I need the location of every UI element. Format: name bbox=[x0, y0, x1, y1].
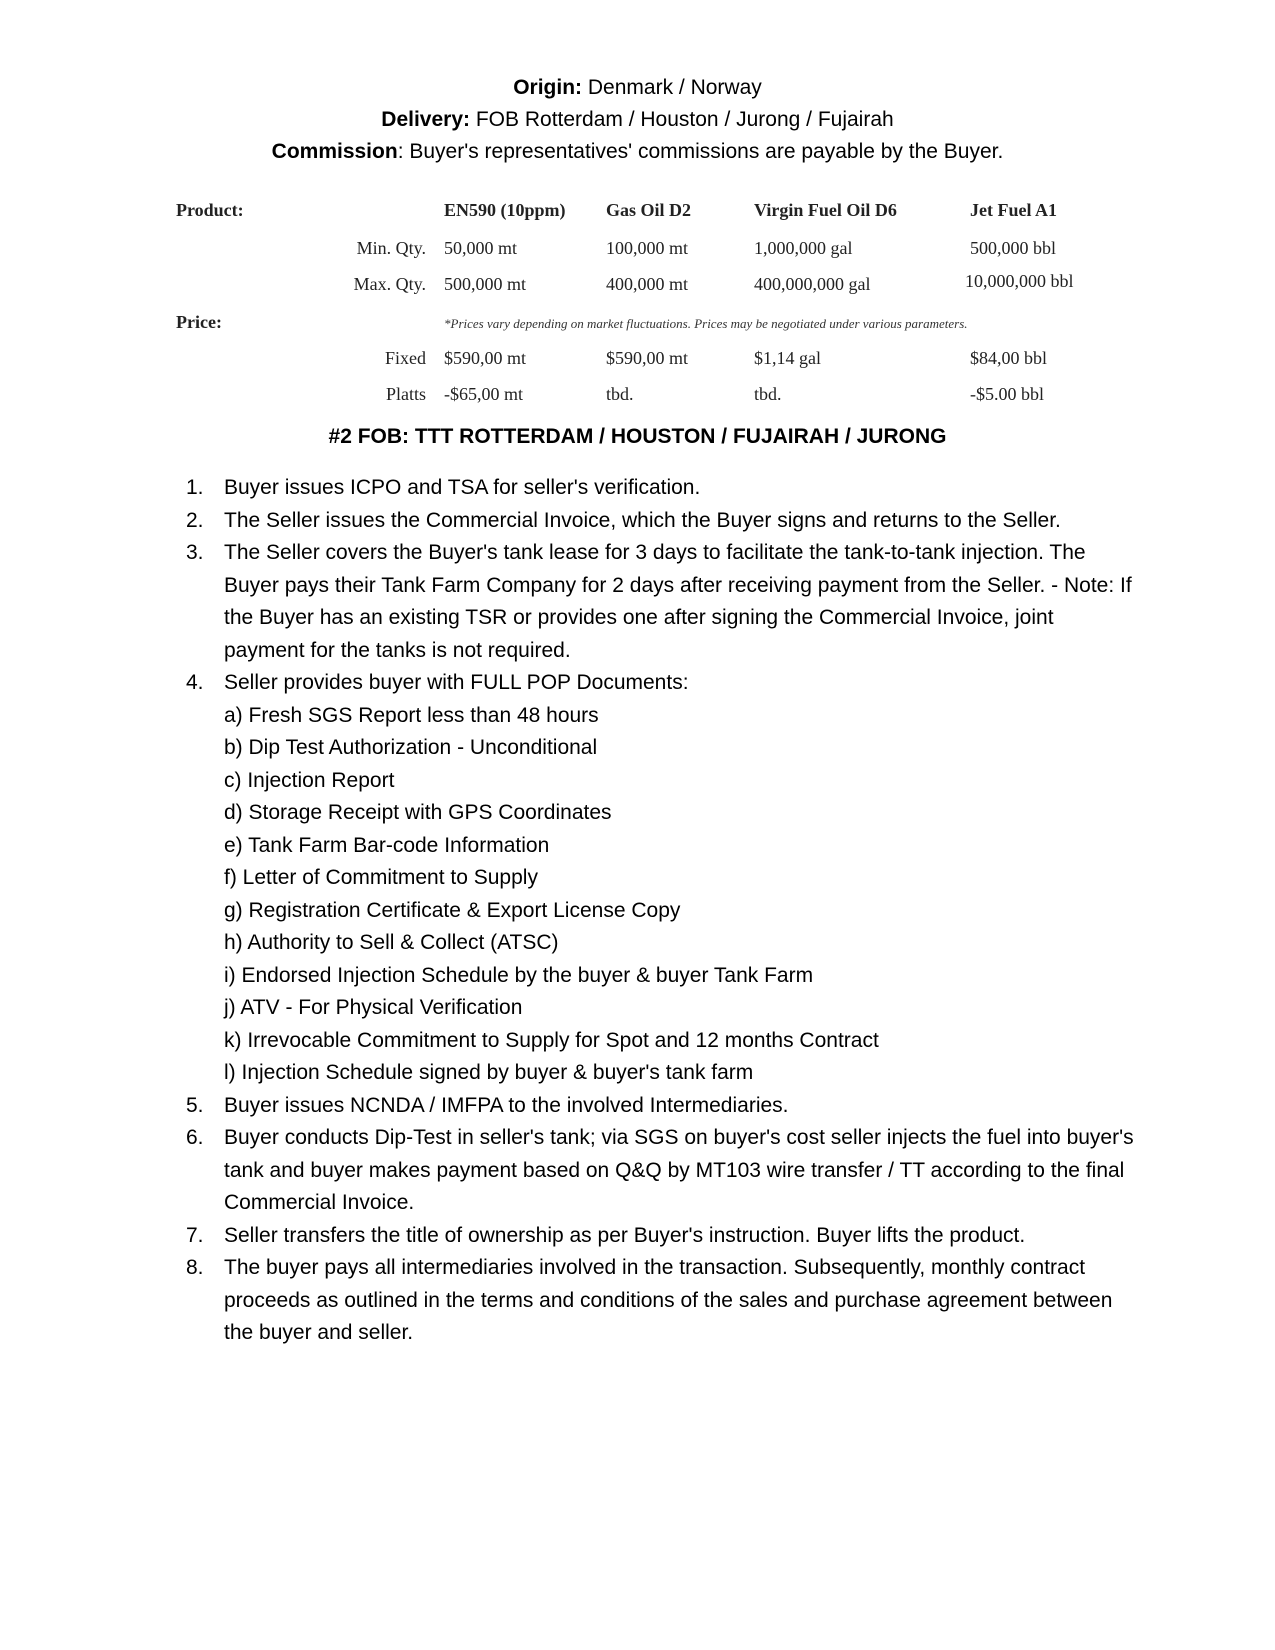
max-qty-en590: 500,000 mt bbox=[444, 274, 527, 294]
step-number: 4. bbox=[186, 671, 204, 694]
min-qty-label: Min. Qty. bbox=[356, 238, 426, 258]
step-item bbox=[178, 1090, 1138, 1123]
platts-en590: -$65,00 mt bbox=[444, 384, 523, 404]
min-qty-jet-fuel-a1: 500,000 bbl bbox=[970, 238, 1057, 258]
pop-document-item: a) Fresh SGS Report less than 48 hours bbox=[224, 703, 599, 727]
commission-line bbox=[0, 136, 1275, 168]
min-qty-gas-oil-d2: 100,000 mt bbox=[606, 238, 689, 258]
step-item bbox=[178, 537, 1138, 667]
platts-label: Platts bbox=[385, 384, 426, 404]
max-qty-label: Max. Qty. bbox=[353, 274, 426, 294]
delivery-line bbox=[0, 104, 1275, 136]
step-text: Seller transfers the title of ownership as per Buyer's instruction. Buyer lifts the product. bbox=[224, 1223, 1026, 1247]
pop-document-item: k) Irrevocable Commitment to Supply for Spot and 12 months Contract bbox=[224, 1028, 879, 1052]
product-header-jet-fuel-a1: Jet Fuel A1 bbox=[970, 200, 1057, 220]
step-number: 5. bbox=[186, 1093, 204, 1117]
origin-value: Denmark / Norway bbox=[582, 76, 762, 99]
step-number: 1. bbox=[186, 476, 204, 499]
price-label: Price: bbox=[176, 312, 222, 332]
pop-document-item: j) ATV - For Physical Verification bbox=[224, 996, 523, 1019]
step-number: 6. bbox=[186, 1126, 204, 1149]
pop-document-item: d) Storage Receipt with GPS Coordinates bbox=[224, 801, 612, 824]
procedure-steps bbox=[178, 472, 1138, 1350]
pop-document-item: i) Endorsed Injection Schedule by the buyer & buyer Tank Farm bbox=[224, 963, 814, 987]
origin-label: Origin: bbox=[513, 76, 583, 99]
step-text: Buyer issues ICPO and TSA for seller's verification. bbox=[224, 476, 701, 499]
max-qty-jet-fuel-a1: 10,000,000 bbl bbox=[965, 271, 1074, 291]
min-qty-virgin-fuel-oil-d6: 1,000,000 gal bbox=[754, 238, 853, 258]
step-item bbox=[178, 667, 1138, 1090]
fixed-gas-oil-d2: $590,00 mt bbox=[606, 348, 689, 368]
origin-line bbox=[0, 72, 1275, 104]
fixed-en590: $590,00 mt bbox=[444, 348, 527, 368]
product-header-virgin-fuel-oil-d6: Virgin Fuel Oil D6 bbox=[754, 200, 897, 220]
step-number: 7. bbox=[186, 1223, 204, 1247]
price-note: *Prices vary depending on market fluctuations. Prices may be negotiated under various parameters. bbox=[444, 316, 968, 331]
fixed-label: Fixed bbox=[384, 348, 426, 368]
step-item bbox=[178, 1220, 1138, 1253]
pop-document-item: f) Letter of Commitment to Supply bbox=[224, 866, 538, 889]
step-number: 3. bbox=[186, 541, 204, 564]
step-item bbox=[178, 1122, 1138, 1220]
step-item bbox=[178, 505, 1138, 538]
section-title: #2 FOB: TTT ROTTERDAM / HOUSTON / FUJAIRAH / JURONG bbox=[328, 425, 947, 448]
step-text: Seller provides buyer with FULL POP Documents: bbox=[224, 671, 689, 694]
step-text: The buyer pays all intermediaries involved in the transaction. Subsequently, monthly contract proceeds as outlined in the terms and conditions of the sales and purchase agreement between the buyer and seller. bbox=[224, 1256, 1113, 1344]
step-number: 8. bbox=[186, 1256, 204, 1279]
platts-jet-fuel-a1: -$5.00 bbl bbox=[970, 384, 1044, 404]
pop-document-item: h) Authority to Sell & Collect (ATSC) bbox=[224, 931, 559, 954]
pop-documents-list bbox=[224, 700, 1138, 1090]
product-label: Product: bbox=[176, 200, 244, 220]
pop-document-item: b) Dip Test Authorization - Unconditional bbox=[224, 736, 598, 759]
fixed-virgin-fuel-oil-d6: $1,14 gal bbox=[754, 348, 821, 368]
max-qty-virgin-fuel-oil-d6: 400,000,000 gal bbox=[754, 274, 871, 294]
pop-document-item: l) Injection Schedule signed by buyer & buyer's tank farm bbox=[224, 1061, 754, 1084]
step-text: Buyer conducts Dip-Test in seller's tank; via SGS on buyer's cost seller injects the fuel into buyer's tank and buyer makes payment based on Q&Q by MT103 wire transfer / TT according to the final Commercial Invoice. bbox=[224, 1126, 1134, 1214]
platts-virgin-fuel-oil-d6: tbd. bbox=[754, 384, 782, 404]
delivery-value: FOB Rotterdam / Houston / Jurong / Fujairah bbox=[470, 108, 894, 131]
product-header-en590: EN590 (10ppm) bbox=[444, 200, 566, 220]
step-text: The Seller issues the Commercial Invoice, which the Buyer signs and returns to the Seller. bbox=[224, 508, 1061, 532]
pop-document-item: e) Tank Farm Bar-code Information bbox=[224, 833, 550, 857]
product-header-gas-oil-d2: Gas Oil D2 bbox=[606, 200, 692, 220]
commission-value: : Buyer's representatives' commissions are payable by the Buyer. bbox=[397, 140, 1004, 163]
pop-document-item: c) Injection Report bbox=[224, 768, 395, 792]
step-number: 2. bbox=[186, 508, 204, 532]
fixed-jet-fuel-a1: $84,00 bbl bbox=[970, 348, 1048, 368]
step-text: Buyer issues NCNDA / IMFPA to the involved Intermediaries. bbox=[224, 1093, 789, 1117]
max-qty-gas-oil-d2: 400,000 mt bbox=[606, 274, 689, 294]
delivery-label: Delivery: bbox=[381, 108, 471, 131]
platts-gas-oil-d2: tbd. bbox=[606, 384, 634, 404]
commission-label: Commission bbox=[271, 140, 398, 163]
min-qty-en590: 50,000 mt bbox=[444, 238, 518, 258]
step-item bbox=[178, 1252, 1138, 1350]
pop-document-item: g) Registration Certificate & Export License Copy bbox=[224, 898, 681, 922]
step-item bbox=[178, 472, 1138, 505]
step-text: The Seller covers the Buyer's tank lease for 3 days to facilitate the tank-to-tank injection. The Buyer pays their Tank Farm Company for 2 days after receiving payment from the Seller. - Note: If the Buyer has an existing TSR or provides one after signing the Commercial Invoice, joint payment for the tanks is not required. bbox=[224, 541, 1132, 662]
